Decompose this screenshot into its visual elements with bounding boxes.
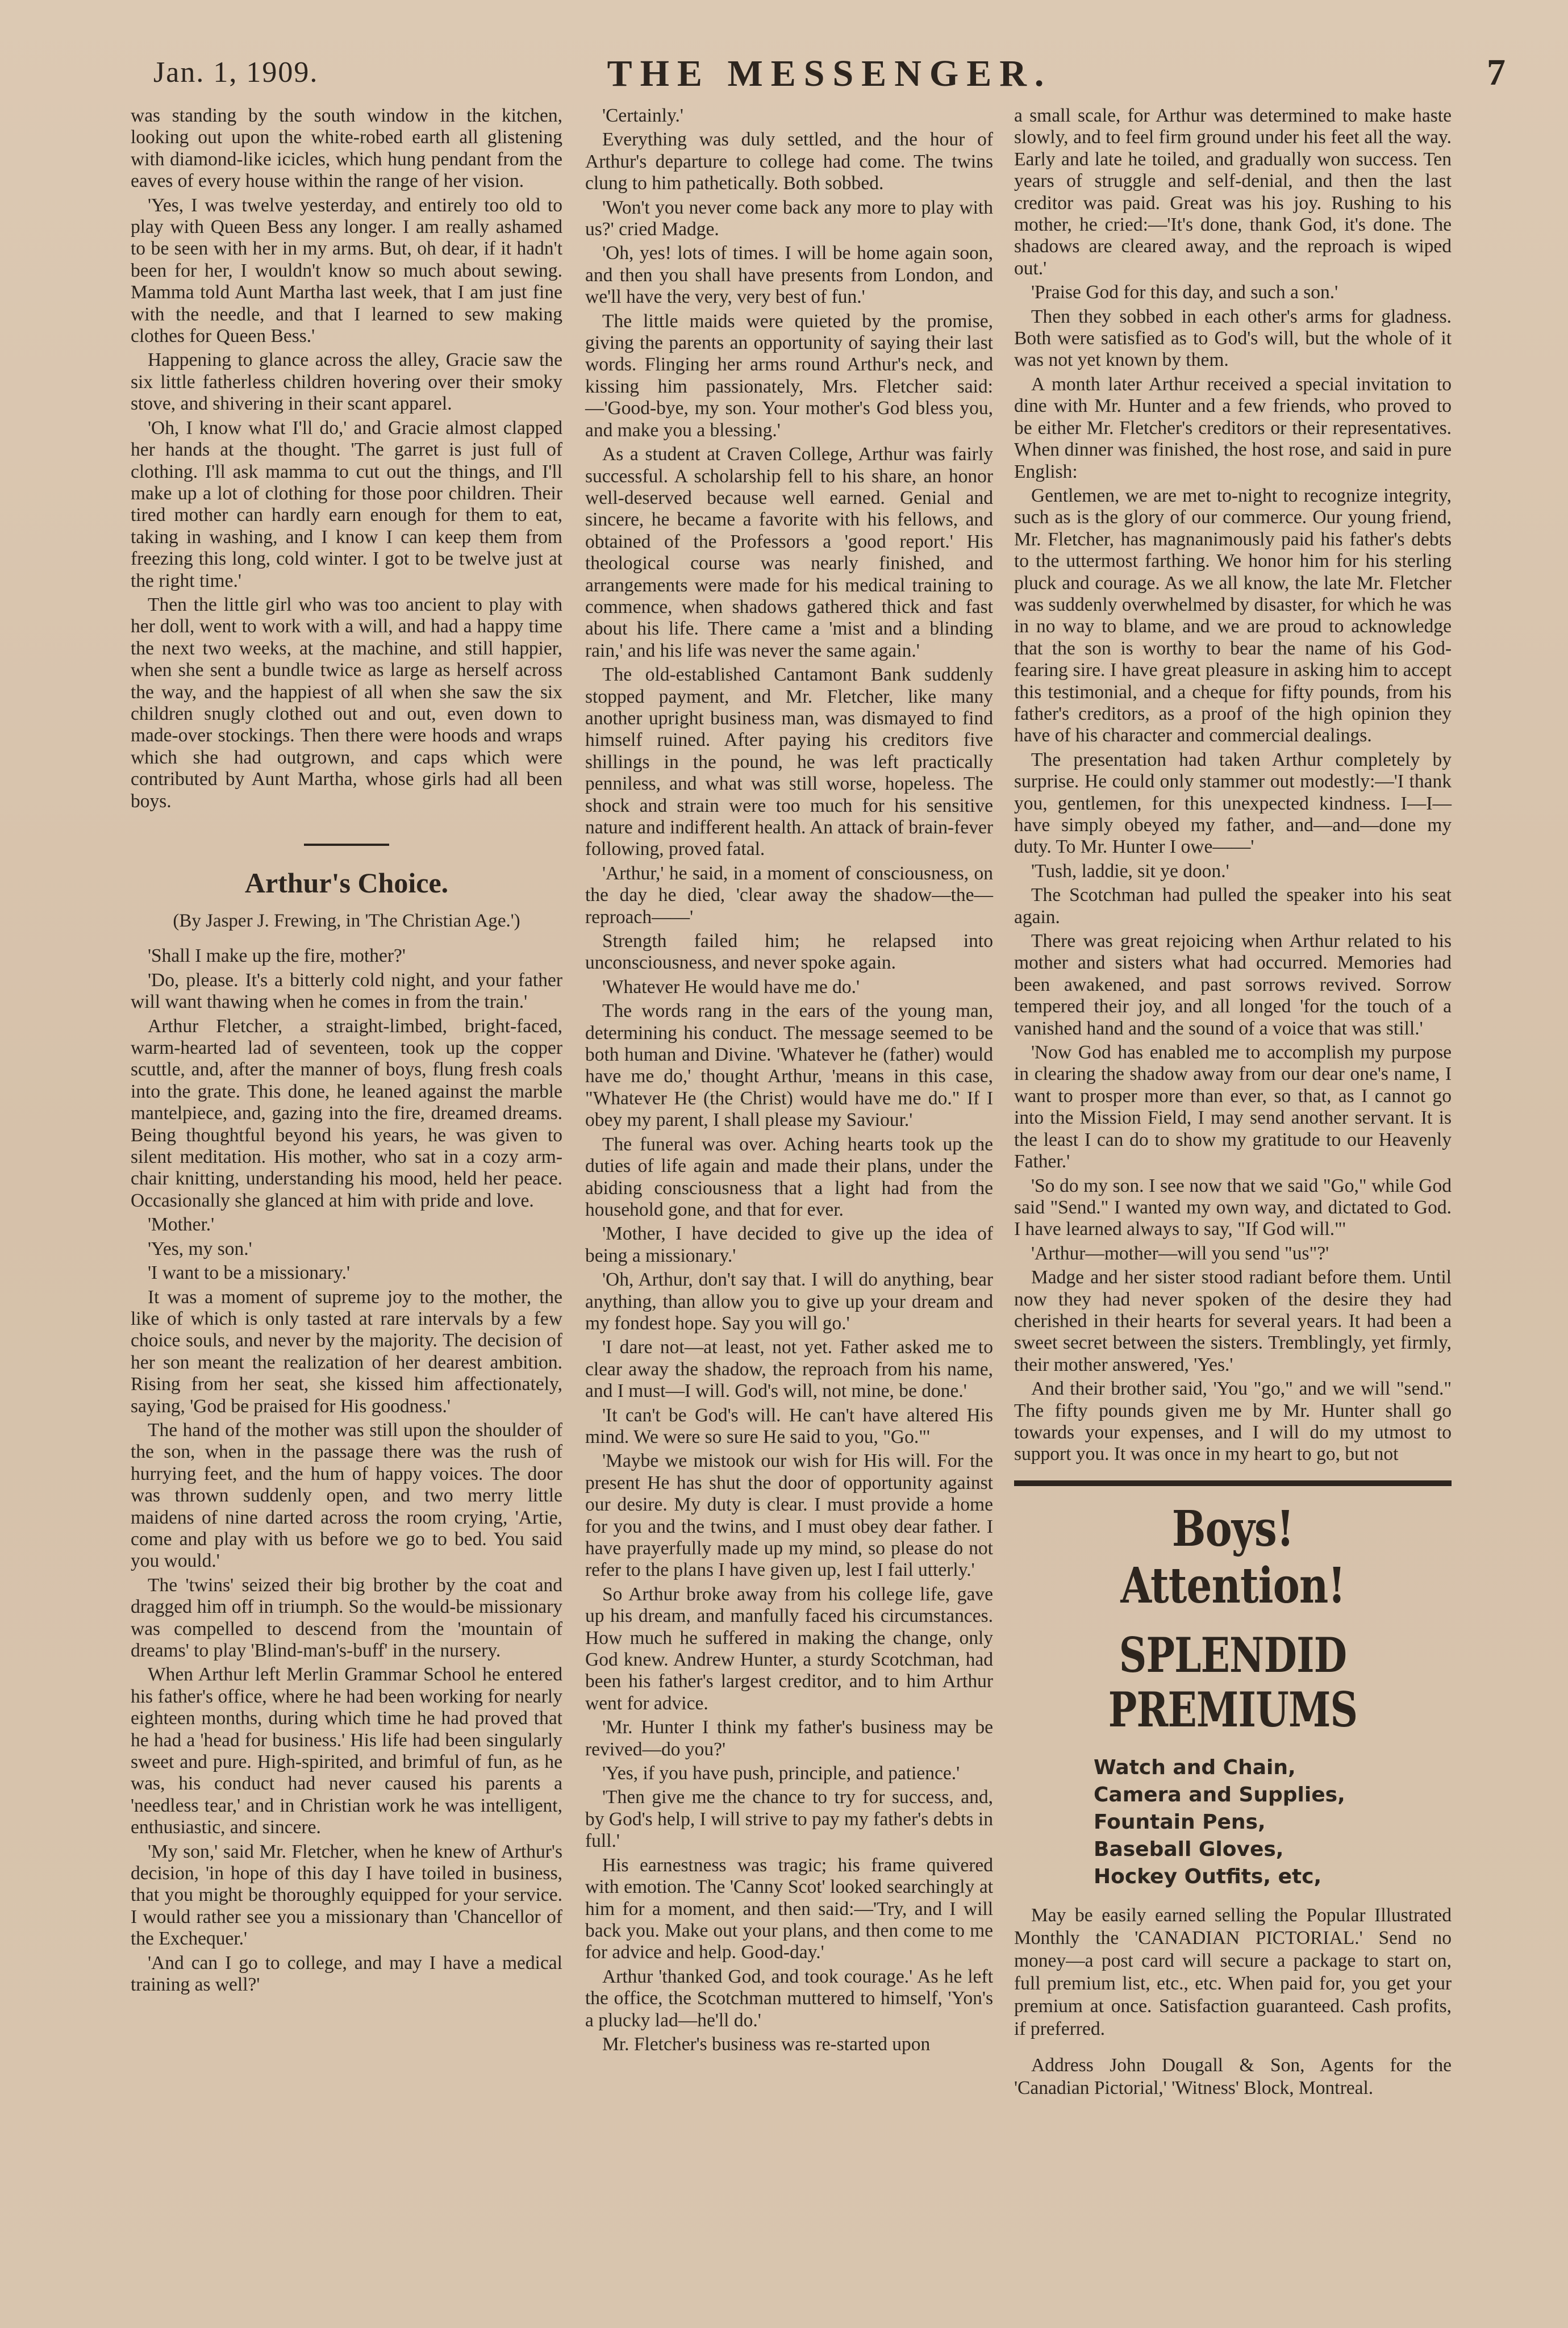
paragraph: Mr. Fletcher's business was re-started upon (602, 2033, 931, 2055)
paragraph: a small scale, for Arthur was determined to make haste slowly, and to feel firm ground under his feet all the way. Early and late he toiled, and gradually won success. Ten years of struggle and self-denial, and then the last creditor was paid. Great was his joy. Rushing to his mother, he cried:—'It's done, thank God, it's done. The shadows are cleared away, and the reproach is wiped out.' (1014, 105, 1452, 279)
list-item: Watch and Chain, (1094, 1755, 1296, 1779)
paragraph: So Arthur broke away from his college life, gave up his dream, and manfully faced his circumstances. How much he suffered in making the change, only God knew. Andrew Hunter, a sturdy Scotchman, had been his father's largest creditor, and to him Arthur went for advice. (585, 1583, 993, 1714)
list-item: Baseball Gloves, (1094, 1837, 1284, 1861)
paragraph: The funeral was over. Aching hearts took up the duties of life again and made their plans, under the abiding consciousness that a light had from the household gone, and that for ever. (585, 1133, 993, 1220)
paragraph: 'Maybe we mistook our wish for His will. For the present He has shut the door of opportunity against our desire. My duty is clear. I must provide a home for you and the twins, and I must obey dear father. I have prayerfully made up my mind, so please do not refer to the plans I have given up, lest I fail utterly.' (585, 1450, 993, 1581)
paragraph: It was a moment of supreme joy to the mother, the like of which is only tasted at rare intervals by a few choice souls, and never by the majority. The decision of her son meant the realization of her dearest ambition. Rising from her seat, she kissed him affectionately, saying, 'God be praised for His goodness.' (131, 1286, 562, 1417)
issue-date: Jan. 1, 1909. (153, 56, 319, 89)
paragraph: The presentation had taken Arthur completely by surprise. He could only stammer out modestly:—'I thank you, gentlemen, for this unexpected kindness. I—I—have simply obeyed my father, and—and—done my duty. To Mr. Hunter I owe——' (1014, 749, 1452, 858)
paragraph: 'My son,' said Mr. Fletcher, when he knew of Arthur's decision, 'in hope of this day I have toiled in business, that you might be thoroughly equipped for your service. I would rather see you a missionary than 'Chancellor of the Exchequer.' (131, 1841, 562, 1950)
advertisement (1014, 1501, 1452, 2100)
page-number: 7 (1487, 52, 1506, 93)
masthead (153, 40, 1506, 114)
list-item: Camera and Supplies, (1094, 1783, 1345, 1807)
paragraph: 'Oh, yes! lots of times. I will be home again soon, and then you shall have presents from London, and we'll have the very, very best of fun.' (585, 243, 993, 308)
paragraph: 'Arthur—mother—will you send "us"?' (1031, 1242, 1329, 1264)
paragraph: Happening to glance across the alley, Gracie saw the six little fatherless children hovering over their smoky stove, and shivering in their scant apparel. (131, 349, 562, 415)
section-divider (131, 833, 562, 854)
ad-subheadline: SPLENDID PREMIUMS (1108, 1626, 1358, 1738)
paragraph: 'Then give me the chance to try for success, and, by God's help, I will strive to pay my father's debts in full.' (585, 1787, 993, 1852)
column-2 (585, 105, 993, 2058)
paragraph: 'Mr. Hunter I think my father's business may be revived—do you?' (585, 1717, 993, 1760)
paragraph: 'Yes, if you have push, principle, and patience.' (602, 1763, 960, 1784)
paragraph: 'I dare not—at least, not yet. Father asked me to clear away the shadow, the reproach from his name, and I must—I will. God's will, not mine, be done.' (585, 1337, 993, 1402)
paragraph: Strength failed him; he relapsed into unconsciousness, and never spoke again. (585, 931, 993, 974)
paragraph: The old-established Cantamont Bank suddenly stopped payment, and Mr. Fletcher, like many another upright business man, was dismayed to find himself ruined. After paying his creditors five shillings in the pound, he was left practically penniless, and what was still worse, hopeless. The shock and strain were too much for his sensitive nature and indifferent health. An attack of brain-fever following, proved fatal. (585, 664, 993, 860)
paragraph: Then they sobbed in each other's arms for gladness. Both were satisfied as to God's will, but the whole of it was not yet known by them. (1014, 306, 1452, 371)
column-3 (1014, 105, 1452, 2113)
paragraph: 'I want to be a missionary.' (148, 1262, 350, 1284)
paragraph: 'Oh, Arthur, don't say that. I will do anything, bear anything, than allow you to give up your dream and my fondest hope. Say you will go.' (585, 1269, 993, 1334)
story-title: Arthur's Choice. (244, 867, 449, 899)
paragraph: 'Arthur,' he said, in a moment of consciousness, on the day he died, 'clear away the shadow—the—reproach——' (585, 862, 993, 928)
ad-headline: Boys! Attention! (1120, 1500, 1345, 1614)
paragraph: 'Yes, my son.' (148, 1238, 252, 1259)
paragraph: 'Mother, I have decided to give up the idea of being a missionary.' (585, 1223, 993, 1266)
paragraph: 'It can't be God's will. He can't have altered His mind. We were so sure He said to you, "Go."' (585, 1404, 993, 1447)
ad-address: Address John Dougall & Son, Agents for the 'Canadian Pictorial,' 'Witness' Block, Montreal. (1014, 2054, 1452, 2098)
ad-offer-text: May be easily earned selling the Popular Illustrated Monthly the 'CANADIAN PICTORIAL.' Send no money—a post card will secure a package to start on, full premium list, etc., etc. When paid for, you get your premium at once. Satisfaction guaranteed. Cash profits, if preferred. (1014, 1904, 1452, 2039)
paragraph: Arthur 'thanked God, and took courage.' As he left the office, the Scotchman muttered to himself, 'Yon's a plucky lad—he'll do.' (585, 1966, 993, 2031)
advertisement-rule (1014, 1480, 1452, 1486)
paragraph: A month later Arthur received a special invitation to dine with Mr. Hunter and a few friends, who proved to be either Mr. Fletcher's creditors or their representatives. When dinner was finished, the host rose, and said in pure English: (1014, 373, 1452, 482)
list-item: Fountain Pens, (1094, 1810, 1266, 1834)
paragraph: Then the little girl who was too ancient to play with her doll, went to work with a will, and had a happy time the next two weeks, at the machine, and still happier, when she sent a bundle twice as large as herself across the way, and the happiest of all when she saw the six children snugly clothed out and out, even down to made-over stockings. Then there were hoods and wraps which she had outgrown, and caps which were contributed by Aunt Martha, whose girls had all been boys. (131, 594, 562, 812)
paragraph: His earnestness was tragic; his frame quivered with emotion. The 'Canny Scot' looked searchingly at him for a moment, and then said:—'Try, and I will back you. Make out your plans, and then come to me for advice and help. Good-day.' (585, 1854, 993, 1963)
paragraph: Gentlemen, we are met to-night to recognize integrity, such as is the glory of our commerce. Our young friend, Mr. Fletcher, has magnanimously paid his father's debts to the uttermost farthing. We honor him for his sterling pluck and courage. As we all know, the late Mr. Fletcher was suddenly overwhelmed by disaster, for which he was in no way to blame, and we are proud to acknowledge that the son is worthy to bear the name of his God-fearing sire. I have great pleasure in asking him to accept this testimonial, and a cheque for fifty pounds, from his father's creditors, as a proof of the high opinion they have of his character and commercial dealings. (1014, 485, 1452, 746)
paragraph: Madge and her sister stood radiant before them. Until now they had never spoken of the desire they had cherished in their hearts for several years. It had been a sweet secret between the sisters. Tremblingly, yet firmly, their mother answered, 'Yes.' (1014, 1267, 1452, 1375)
paragraph: 'So do my son. I see now that we said "Go," while God said "Send." I wanted my own way, and dictated to God. I have learned always to say, "If God will."' (1014, 1175, 1452, 1240)
paragraph: As a student at Craven College, Arthur was fairly successful. A scholarship fell to his share, an honor well-deserved because well earned. Genial and sincere, he became a favorite with his fellows, and obtained of the Professors a 'good report.' His theological course was nearly finished, and arrangements were made for his medical training to commence, when shadows gathered thick and fast about his life. There came a 'mist and a blinding rain,' and his life was never the same again.' (585, 444, 993, 661)
paragraph: 'Won't you never come back any more to play with us?' cried Madge. (585, 197, 993, 240)
paragraph: 'Praise God for this day, and such a son.' (1031, 282, 1338, 303)
paragraph: The little maids were quieted by the promise, giving the parents an opportunity of saying their last words. Flinging her arms round Arthur's neck, and kissing him passionately, Mrs. Fletcher said:—'Good-bye, my son. Your mother's God bless you, and make you a blessing.' (585, 310, 993, 441)
story-byline: (By Jasper J. Frewing, in 'The Christian Age.') (173, 911, 520, 932)
paragraph: Arthur Fletcher, a straight-limbed, bright-faced, warm-hearted lad of seventeen, took up the copper scuttle, and, after the manner of boys, flung fresh coals into the grate. This done, he leaned against the marble mantelpiece, and, gazing into the fire, dreamed dreams. Being thoughtful beyond his years, he was given to silent meditation. His mother, who sat in a cozy arm-chair knitting, understanding his mood, held her peace. Occasionally she glanced at him with pride and love. (131, 1015, 562, 1211)
list-item: Hockey Outfits, etc, (1094, 1864, 1322, 1888)
paragraph: 'Yes, I was twelve yesterday, and entirely too old to play with Queen Bess any longer. I am really ashamed to be seen with her in my arms. But, oh dear, if it hadn't been for her, I wouldn't know so much about sewing. Mamma told Aunt Martha last week, that I am just fine with the needle, and that I learned to sew making clothes for Queen Bess.' (131, 194, 562, 347)
paragraph: was standing by the south window in the kitchen, looking out upon the white-robed earth all glistening with diamond-like icicles, which hung pendant from the eaves of every house within the range of her vision. (131, 105, 562, 192)
paragraph: 'Mother.' (148, 1214, 215, 1236)
paragraph: 'Tush, laddie, sit ye doon.' (1031, 860, 1229, 882)
paragraph: 'Now God has enabled me to accomplish my purpose in clearing the shadow away from our dear one's name, I want to prosper more than ever, so that, as I cannot go into the Mission Field, I may send another servant. It is the least I can do to show my gratitude to our Heavenly Father.' (1014, 1042, 1452, 1173)
paragraph: Everything was duly settled, and the hour of Arthur's departure to college had come. The twins clung to him pathetically. Both sobbed. (585, 129, 993, 194)
paragraph: The Scotchman had pulled the speaker into his seat again. (1014, 885, 1452, 928)
ad-premium-list (1094, 1754, 1452, 1891)
paragraph: The hand of the mother was still upon the shoulder of the son, when in the passage there was the rush of hurrying feet, and the hum of happy voices. The door was thrown suddenly open, and two merry little maidens of nine darted across the room crying, 'Artie, come and play with us before we go to bed. You said you would.' (131, 1419, 562, 1572)
paragraph: 'Whatever He would have me do.' (602, 976, 860, 998)
paragraph: 'Shall I make up the fire, mother?' (148, 945, 406, 967)
paragraph: The 'twins' seized their big brother by the coat and dragged him off in triumph. So the would-be missionary was compelled to descend from the 'mountain of dreams' to play 'Blind-man's-buff' in the nursery. (131, 1574, 562, 1661)
paragraph: 'Do, please. It's a bitterly cold night, and your father will want thawing when he comes in from the train.' (131, 969, 562, 1013)
paragraph: 'And can I go to college, and may I have a medical training as well?' (131, 1952, 562, 1996)
paragraph: There was great rejoicing when Arthur related to his mother and sisters what had occurred. Memories had been awakened, and past sorrows revived. Sorrow tempered their joy, and all longed 'for the touch of a vanished hand and the sound of a voice that was still.' (1014, 931, 1452, 1039)
ad-body (1014, 1904, 1452, 2100)
paper-title: THE MESSENGER. (607, 53, 1052, 94)
paragraph: The words rang in the ears of the young man, determining his conduct. The message seemed to be both human and Divine. 'Whatever he (father) would have me do,' thought Arthur, 'means in this case, "Whatever He (the Christ) would have me do." If I obey my parent, I shall please my Saviour.' (585, 1000, 993, 1131)
paragraph: When Arthur left Merlin Grammar School he entered his father's office, where he had been working for nearly eighteen months, during which time he had proved that he had a 'head for business.' His life had been singularly sweet and pure. High-spirited, and brimful of fun, as he was, his conduct had never caused his parents a 'needless tear,' and in Christian work he was intelligent, enthusiastic, and sincere. (131, 1664, 562, 1838)
paragraph: 'Oh, I know what I'll do,' and Gracie almost clapped her hands at the thought. 'The garret is just full of clothing. I'll ask mamma to cut out the things, and I'll make up a lot of clothing for those poor children. Their tired mother can hardly earn enough for them to eat, taking in washing, and I know I can keep them from freezing this long, cold winter. I got to be twelve just at the right time.' (131, 417, 562, 591)
paragraph: And their brother said, 'You "go," and we will "send." The fifty pounds given me by Mr. Hunter shall go towards your expenses, and I will do my utmost to support you. It was once in my heart to go, but not (1014, 1378, 1452, 1465)
paragraph: 'Certainly.' (602, 105, 683, 126)
column-1 (131, 105, 562, 1999)
